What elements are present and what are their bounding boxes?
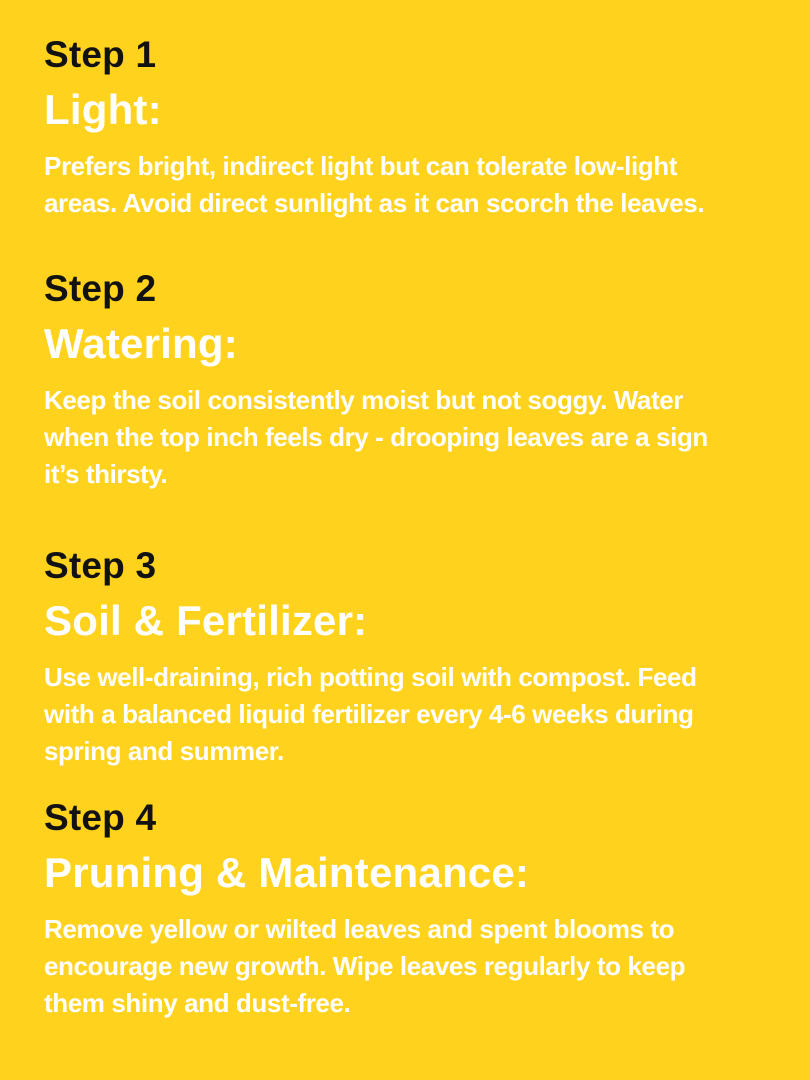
step-3-heading: Soil & Fertilizer: [44,597,368,644]
step-1-heading: Light: [44,86,162,133]
step-1-label: Step 1 [44,34,157,75]
step-3-description [44,659,784,770]
body-line: it’s thirsty. [44,459,168,489]
step-3-label: Step 3 [44,545,157,586]
step-4-heading: Pruning & Maintenance: [44,849,530,896]
step-2-description [44,382,784,493]
body-line: spring and summer. [44,736,284,766]
body-line: Use well-draining, rich potting soil with compost. Feed [44,662,697,692]
step-3-section [44,547,784,770]
step-2-label: Step 2 [44,268,157,309]
step-4-description [44,911,784,1022]
body-line: Keep the soil consistently moist but not soggy. Water [44,385,683,415]
body-line: with a balanced liquid fertilizer every 4-6 weeks during [44,699,694,729]
body-line: when the top inch feels dry - drooping leaves are a sign [44,422,708,452]
body-line: Prefers bright, indirect light but can tolerate low-light [44,151,678,181]
step-4-section [44,799,784,1022]
step-2-section [44,270,784,493]
step-2-heading: Watering: [44,320,238,367]
body-line: Remove yellow or wilted leaves and spent blooms to [44,914,675,944]
body-line: them shiny and dust-free. [44,988,351,1018]
body-line: encourage new growth. Wipe leaves regularly to keep [44,951,686,981]
step-1-description [44,148,784,222]
body-line: areas. Avoid direct sunlight as it can scorch the leaves. [44,188,705,218]
step-1-section [44,36,784,222]
step-4-label: Step 4 [44,797,157,838]
